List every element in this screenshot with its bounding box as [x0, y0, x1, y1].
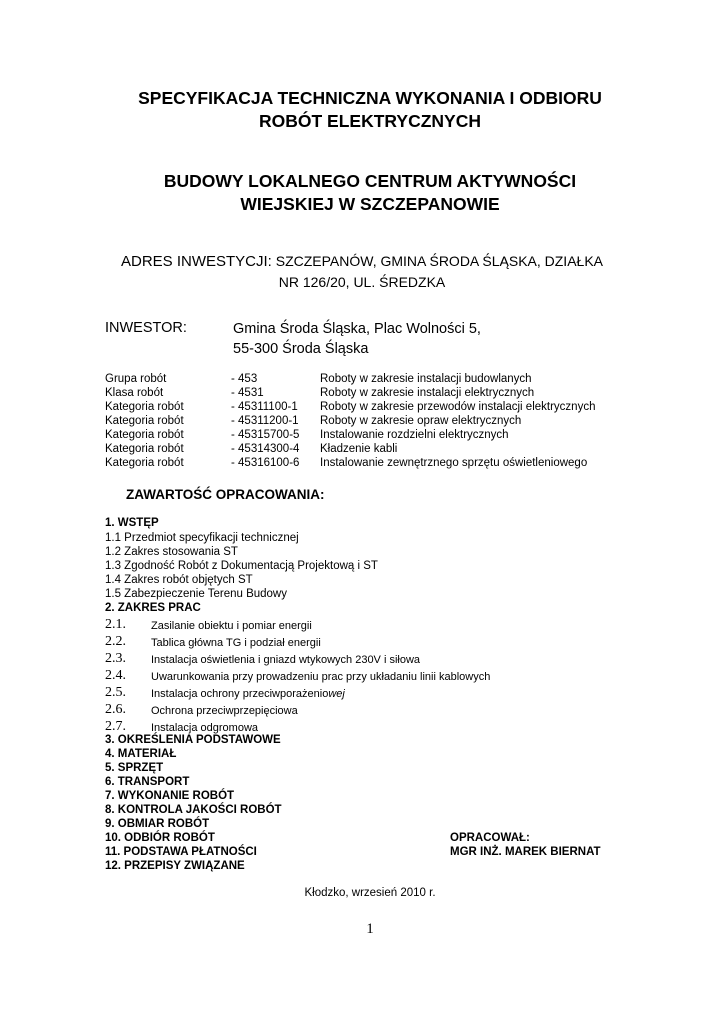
toc-subitem: 1.1 Przedmiot specyfikacji technicznej: [105, 532, 299, 544]
toc-section: 7. WYKONANIE ROBÓT: [105, 790, 235, 802]
document-subtitle: [0, 170, 724, 216]
toc-subitem: 1.5 Zabezpieczenie Terenu Budowy: [105, 588, 287, 600]
toc-section: 11. PODSTAWA PŁATNOŚCI: [105, 846, 257, 858]
document-title: [0, 87, 724, 133]
investor-line-2: 55-300 Środa Śląska: [233, 341, 369, 357]
toc-subitem: 1.3 Zgodność Robót z Dokumentacją Projektową i ST: [105, 560, 378, 572]
toc-subitem: 1.4 Zakres robót objętych ST: [105, 574, 253, 586]
investor-details: [233, 319, 481, 359]
address-line-1: SZCZEPANÓW, GMINA ŚRODA ŚLĄSKA, DZIAŁKA: [271, 253, 603, 269]
toc-section: 1. WSTĘP: [105, 517, 159, 529]
subtitle-line-1: BUDOWY LOKALNEGO CENTRUM AKTYWNOŚCI: [163, 171, 577, 191]
toc-section: 10. ODBIÓR ROBÓT: [105, 832, 215, 844]
toc-section: 9. OBMIAR ROBÓT: [105, 818, 210, 830]
investor-line-1: Gmina Środa Śląska, Plac Wolności 5,: [233, 321, 481, 337]
toc-section: 5. SPRZĘT: [105, 762, 164, 774]
investment-address: [0, 251, 724, 292]
toc-section: 6. TRANSPORT: [105, 776, 190, 788]
page-number: 1: [366, 921, 374, 937]
toc-section: 3. OKREŚLENIA PODSTAWOWE: [105, 734, 281, 746]
toc-subitem: 1.2 Zakres stosowania ST: [105, 546, 238, 558]
toc-section: 2. ZAKRES PRAC: [105, 602, 201, 614]
author-label: OPRACOWAŁ:: [450, 832, 530, 844]
investor-label: INWESTOR:: [105, 320, 187, 336]
toc-section: 4. MATERIAŁ: [105, 748, 177, 760]
subtitle-line-2: WIEJSKIEJ W SZCZEPANOWIE: [240, 194, 500, 214]
address-label: ADRES INWESTYCJI:: [120, 253, 272, 270]
toc-section: 8. KONTROLA JAKOŚCI ROBÓT: [105, 804, 282, 816]
title-line-2: ROBÓT ELEKTRYCZNYCH: [259, 111, 481, 131]
toc-section: 12. PRZEPISY ZWIĄZANE: [105, 860, 245, 872]
contents-heading: ZAWARTOŚĆ OPRACOWANIA:: [126, 487, 325, 502]
title-line-1: SPECYFIKACJA TECHNICZNA WYKONANIA I ODBIORU: [138, 88, 602, 108]
author-name: MGR INŻ. MAREK BIERNAT: [450, 846, 601, 858]
place-and-date: Kłodzko, wrzesień 2010 r.: [304, 887, 436, 899]
address-line-2: NR 126/20, UL. ŚREDZKA: [278, 274, 446, 290]
